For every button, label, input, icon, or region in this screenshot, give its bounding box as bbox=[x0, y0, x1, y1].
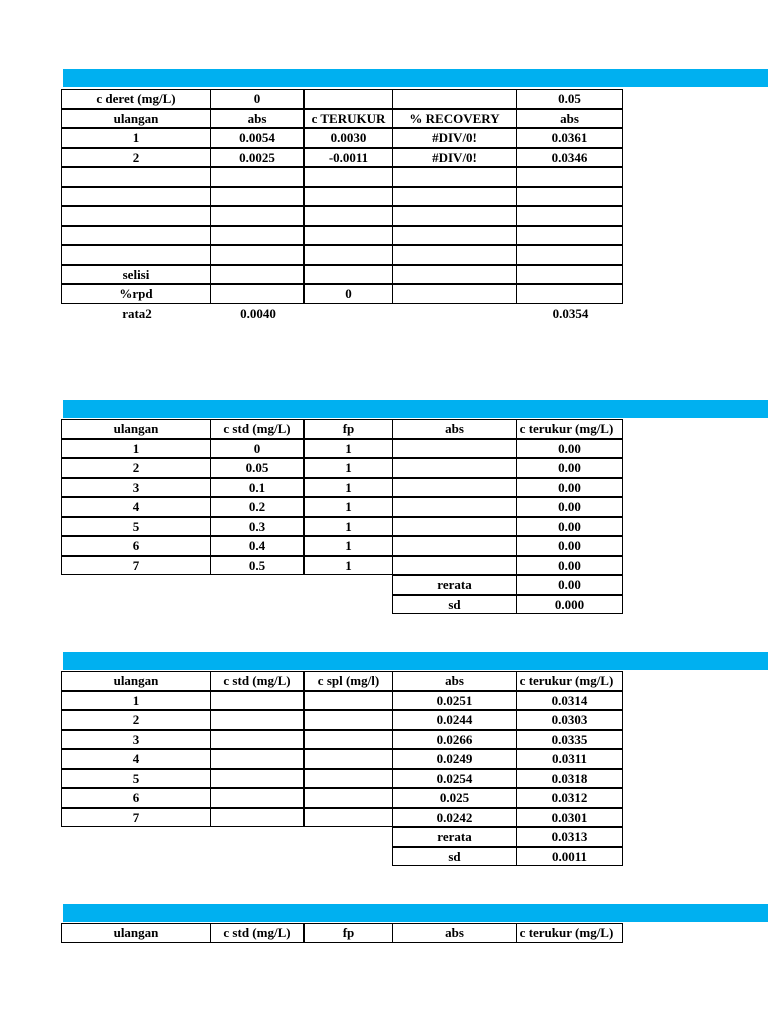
section-3-header-bar bbox=[63, 652, 768, 670]
cell[interactable] bbox=[516, 284, 623, 304]
cell[interactable] bbox=[61, 245, 211, 265]
cell[interactable]: 6 bbox=[61, 536, 211, 556]
cell[interactable]: 0.00 bbox=[516, 497, 623, 517]
cell[interactable]: 1 bbox=[61, 691, 211, 711]
cell[interactable]: 1 bbox=[61, 439, 211, 459]
cell[interactable] bbox=[516, 206, 623, 226]
cell[interactable]: 4 bbox=[61, 497, 211, 517]
cell[interactable] bbox=[210, 788, 304, 808]
section-4-header-bar bbox=[63, 904, 768, 922]
summary-value[interactable]: 0.00 bbox=[516, 575, 623, 595]
cell[interactable]: 1 bbox=[304, 478, 393, 498]
cell[interactable]: 0.0335 bbox=[516, 730, 623, 750]
cell[interactable] bbox=[61, 167, 211, 187]
summary-label[interactable]: rerata bbox=[392, 827, 517, 847]
cell[interactable]: 2 bbox=[61, 148, 211, 168]
cell[interactable]: -0.0011 bbox=[304, 148, 393, 168]
column-header[interactable]: c std (mg/L) bbox=[210, 671, 304, 691]
cell[interactable] bbox=[210, 710, 304, 730]
column-header[interactable]: c spl (mg/l) bbox=[304, 671, 393, 691]
cell[interactable] bbox=[392, 517, 517, 537]
summary-value[interactable]: 0.000 bbox=[516, 595, 623, 615]
cell[interactable] bbox=[392, 536, 517, 556]
cell[interactable]: 0.0346 bbox=[516, 148, 623, 168]
cell[interactable]: #DIV/0! bbox=[392, 128, 517, 148]
cell[interactable]: 0.025 bbox=[392, 788, 517, 808]
summary-label[interactable]: sd bbox=[392, 847, 517, 867]
summary-label[interactable]: sd bbox=[392, 595, 517, 615]
cell[interactable]: 0.0251 bbox=[392, 691, 517, 711]
cell[interactable]: 0.0054 bbox=[210, 128, 304, 148]
cell[interactable] bbox=[210, 245, 304, 265]
cell[interactable]: 4 bbox=[61, 749, 211, 769]
cell[interactable]: 5 bbox=[61, 769, 211, 789]
cell[interactable]: 0.3 bbox=[210, 517, 304, 537]
cell[interactable] bbox=[210, 284, 304, 304]
cell[interactable]: 0.00 bbox=[516, 439, 623, 459]
cell[interactable]: 0.0266 bbox=[392, 730, 517, 750]
column-header[interactable]: fp bbox=[304, 923, 393, 943]
cell[interactable] bbox=[210, 691, 304, 711]
cell[interactable] bbox=[393, 304, 518, 324]
cell[interactable] bbox=[392, 226, 517, 246]
cell[interactable]: 0.0025 bbox=[210, 148, 304, 168]
cell[interactable]: 1 bbox=[304, 497, 393, 517]
cell[interactable]: selisi bbox=[61, 265, 211, 285]
cell[interactable]: %rpd bbox=[61, 284, 211, 304]
cell[interactable] bbox=[304, 265, 393, 285]
cell[interactable] bbox=[210, 808, 304, 828]
cell[interactable] bbox=[304, 187, 393, 207]
summary-label[interactable]: rerata bbox=[392, 575, 517, 595]
cell[interactable] bbox=[210, 265, 304, 285]
cell[interactable] bbox=[304, 167, 393, 187]
cell[interactable] bbox=[392, 89, 517, 109]
cell[interactable]: 0.0040 bbox=[240, 305, 276, 321]
column-header[interactable]: ulangan bbox=[61, 923, 211, 943]
cell[interactable] bbox=[304, 89, 393, 109]
cell[interactable] bbox=[304, 749, 393, 769]
cell[interactable] bbox=[516, 187, 623, 207]
cell[interactable] bbox=[304, 206, 393, 226]
summary-value[interactable]: 0.0011 bbox=[516, 847, 623, 867]
cell[interactable]: 1 bbox=[304, 458, 393, 478]
cell[interactable] bbox=[210, 769, 304, 789]
cell[interactable]: c deret (mg/L) bbox=[61, 89, 211, 109]
cell[interactable] bbox=[392, 284, 517, 304]
cell[interactable]: 1 bbox=[304, 517, 393, 537]
cell[interactable]: 0.05 bbox=[516, 89, 623, 109]
cell[interactable] bbox=[305, 304, 394, 324]
cell[interactable]: 0.00 bbox=[516, 556, 623, 576]
column-header[interactable]: c terukur (mg/L) bbox=[516, 671, 623, 691]
cell[interactable]: 0.0303 bbox=[516, 710, 623, 730]
cell[interactable]: 1 bbox=[304, 439, 393, 459]
column-header[interactable]: c std (mg/L) bbox=[210, 923, 304, 943]
cell[interactable]: 1 bbox=[304, 556, 393, 576]
cell[interactable]: 0.0242 bbox=[392, 808, 517, 828]
cell[interactable]: 0.0244 bbox=[392, 710, 517, 730]
cell[interactable]: 0.0311 bbox=[516, 749, 623, 769]
cell[interactable]: 0.0254 bbox=[392, 769, 517, 789]
cell[interactable] bbox=[61, 187, 211, 207]
cell[interactable] bbox=[304, 808, 393, 828]
cell[interactable]: 0.0301 bbox=[516, 808, 623, 828]
cell[interactable]: 5 bbox=[61, 517, 211, 537]
column-header[interactable]: c terukur (mg/L) bbox=[516, 923, 623, 943]
cell[interactable]: 0.2 bbox=[210, 497, 304, 517]
column-header[interactable]: c TERUKUR bbox=[304, 109, 393, 129]
cell[interactable]: 0.00 bbox=[516, 478, 623, 498]
cell[interactable]: 0.00 bbox=[516, 536, 623, 556]
cell[interactable]: 0.5 bbox=[210, 556, 304, 576]
cell[interactable] bbox=[304, 245, 393, 265]
cell[interactable] bbox=[392, 245, 517, 265]
cell[interactable]: 2 bbox=[61, 458, 211, 478]
cell[interactable]: 0.0312 bbox=[516, 788, 623, 808]
column-header[interactable]: abs bbox=[210, 109, 304, 129]
cell[interactable] bbox=[304, 710, 393, 730]
cell[interactable] bbox=[392, 265, 517, 285]
cell[interactable]: 0.05 bbox=[210, 458, 304, 478]
cell[interactable] bbox=[61, 226, 211, 246]
cell[interactable] bbox=[392, 187, 517, 207]
cell[interactable]: 3 bbox=[61, 730, 211, 750]
cell[interactable]: 0.0318 bbox=[516, 769, 623, 789]
cell[interactable] bbox=[304, 226, 393, 246]
cell[interactable] bbox=[516, 167, 623, 187]
cell[interactable] bbox=[210, 206, 304, 226]
cell[interactable]: 0.0030 bbox=[304, 128, 393, 148]
cell[interactable] bbox=[304, 769, 393, 789]
cell[interactable]: 0.1 bbox=[210, 478, 304, 498]
column-header[interactable]: abs bbox=[392, 419, 517, 439]
cell[interactable] bbox=[392, 167, 517, 187]
column-header[interactable]: abs bbox=[392, 671, 517, 691]
cell[interactable] bbox=[392, 556, 517, 576]
cell[interactable]: 0.0249 bbox=[392, 749, 517, 769]
cell[interactable]: 0.00 bbox=[516, 458, 623, 478]
cell[interactable] bbox=[210, 226, 304, 246]
cell[interactable]: 0.0361 bbox=[516, 128, 623, 148]
section-2-header-bar bbox=[63, 400, 768, 418]
column-header[interactable]: fp bbox=[304, 419, 393, 439]
column-header[interactable]: abs bbox=[392, 923, 517, 943]
cell[interactable] bbox=[392, 439, 517, 459]
cell[interactable]: rata2 bbox=[122, 305, 152, 321]
cell[interactable]: 6 bbox=[61, 788, 211, 808]
cell[interactable]: 0 bbox=[210, 89, 304, 109]
cell[interactable] bbox=[210, 749, 304, 769]
column-header[interactable]: c terukur (mg/L) bbox=[516, 419, 623, 439]
column-header[interactable]: ulangan bbox=[61, 109, 211, 129]
cell[interactable] bbox=[516, 226, 623, 246]
cell[interactable]: 1 bbox=[61, 128, 211, 148]
column-header[interactable]: ulangan bbox=[61, 419, 211, 439]
cell[interactable] bbox=[61, 206, 211, 226]
cell[interactable]: 0.4 bbox=[210, 536, 304, 556]
section-1-header-bar bbox=[63, 69, 768, 87]
cell[interactable] bbox=[304, 730, 393, 750]
cell[interactable] bbox=[516, 265, 623, 285]
cell[interactable]: 3 bbox=[61, 478, 211, 498]
cell[interactable]: #DIV/0! bbox=[392, 148, 517, 168]
cell[interactable] bbox=[210, 187, 304, 207]
cell[interactable] bbox=[392, 478, 517, 498]
column-header[interactable]: ulangan bbox=[61, 671, 211, 691]
cell[interactable] bbox=[392, 497, 517, 517]
cell[interactable]: 0.00 bbox=[516, 517, 623, 537]
column-header[interactable]: c std (mg/L) bbox=[210, 419, 304, 439]
column-header[interactable]: % RECOVERY bbox=[392, 109, 517, 129]
cell[interactable] bbox=[392, 206, 517, 226]
cell[interactable] bbox=[304, 691, 393, 711]
cell[interactable] bbox=[210, 167, 304, 187]
cell[interactable] bbox=[304, 788, 393, 808]
cell[interactable]: 7 bbox=[61, 808, 211, 828]
column-header[interactable]: abs bbox=[516, 109, 623, 129]
cell[interactable]: 2 bbox=[61, 710, 211, 730]
cell[interactable]: 1 bbox=[304, 536, 393, 556]
cell[interactable] bbox=[210, 730, 304, 750]
summary-value[interactable]: 0.0313 bbox=[516, 827, 623, 847]
cell[interactable]: 0.0314 bbox=[516, 691, 623, 711]
cell[interactable]: 0.0354 bbox=[552, 305, 589, 321]
cell[interactable]: 0 bbox=[304, 284, 393, 304]
cell[interactable] bbox=[516, 245, 623, 265]
cell[interactable] bbox=[392, 458, 517, 478]
cell[interactable]: 7 bbox=[61, 556, 211, 576]
cell[interactable]: 0 bbox=[210, 439, 304, 459]
